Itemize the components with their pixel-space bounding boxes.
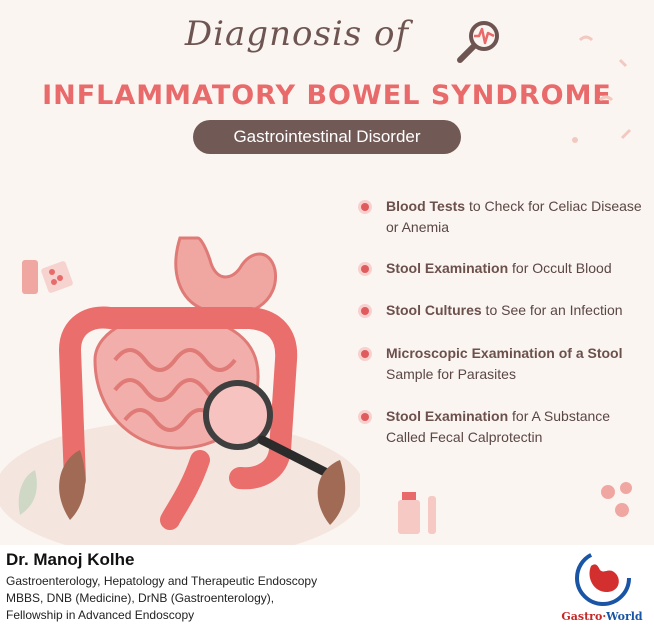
doctor-name: Dr. Manoj Kolhe <box>6 550 135 569</box>
list-item-text <box>386 258 648 279</box>
list-item-rest: for Occult Blood <box>508 260 612 276</box>
list-item-rest: for A Substance Called Fecal Calprotectin <box>386 408 611 445</box>
tablets-icon <box>596 480 646 530</box>
brand-name-part1: Gastro <box>561 610 603 623</box>
list-item-text <box>386 300 648 321</box>
bullet-dot-icon <box>358 304 372 318</box>
decorative-confetti <box>560 20 650 170</box>
title-script-text: Diagnosis of <box>184 14 410 54</box>
list-item-text <box>386 343 648 385</box>
pill-pack-icon <box>20 258 75 298</box>
list-item-bold: Stool Examination <box>386 408 509 424</box>
list-item-text <box>386 196 648 238</box>
list-item-bold: Stool Cultures <box>386 302 482 318</box>
brand-name <box>552 610 652 623</box>
magnifier-pulse-icon <box>454 18 504 64</box>
list-item-bold: Blood Tests <box>386 198 466 214</box>
bullet-dot-icon <box>358 347 372 361</box>
list-item-bold: Microscopic Examination of a Stool <box>386 345 623 361</box>
stomach-shape <box>176 238 276 314</box>
doctor-degrees: MBBS, DNB (Medicine), DrNB (Gastroenterology), <box>6 591 275 605</box>
title-script <box>0 14 654 54</box>
bullet-dot-icon <box>358 410 372 424</box>
title-main: INFLAMMATORY BOWEL SYNDROME <box>42 80 612 111</box>
list-item-bold: Stool Examination <box>386 260 509 276</box>
brand-name-part2: World <box>606 610 643 623</box>
doctor-specialty: Gastroenterology, Hepatology and Therapeutic Endoscopy <box>6 574 318 588</box>
brand-name-separator: · <box>602 610 607 623</box>
doctor-fellowship: Fellowship in Advanced Endoscopy <box>6 608 195 622</box>
list-item-rest: to See for an Infection <box>481 302 623 318</box>
subtitle-pill: Gastrointestinal Disorder <box>193 120 461 154</box>
list-item-rest: Sample for Parasites <box>386 366 516 382</box>
list-item <box>358 196 648 240</box>
digestive-system-illustration <box>0 190 360 545</box>
bullet-dot-icon <box>358 262 372 276</box>
list-item-text <box>386 406 648 448</box>
bullet-dot-icon <box>358 200 372 214</box>
list-item-rest: to Check for Celiac Disease or Anemia <box>386 198 642 235</box>
medicine-bottle-icon <box>392 486 444 538</box>
